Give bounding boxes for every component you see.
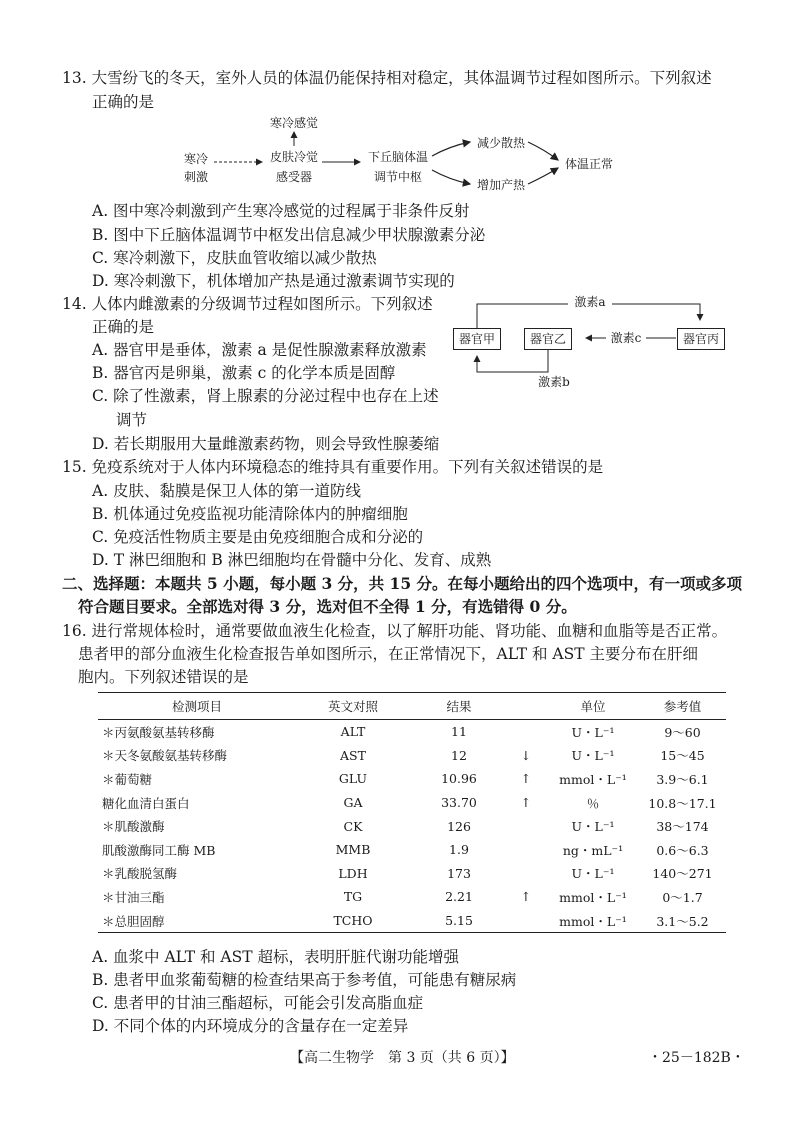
q14-option-c: C. 除了性激素，肾上腺素的分泌过程中也存在上述 [92, 387, 439, 405]
cell-reference: 0～1.7 [662, 889, 703, 905]
cell-flag: ↓ [520, 747, 532, 763]
cell-result: 126 [447, 818, 471, 834]
cold-feeling-label: 寒冷感觉 [269, 116, 318, 130]
cell-unit: U・L⁻¹ [571, 748, 615, 764]
cell-reference: 15～45 [660, 748, 705, 764]
cell-item: 肌酸激酶同工酶 MB [102, 842, 216, 858]
cell-reference: 10.8～17.1 [648, 795, 717, 811]
cell-result: 11 [451, 724, 467, 740]
q16-option-b: B. 患者甲血浆葡萄糖的检查结果高于参考值，可能患有糖尿病 [92, 971, 517, 989]
reduce-heat-loss-label: 减少散热 [476, 136, 525, 150]
q16-option-d: D. 不同个体的内环境成分的含量存在一定差异 [92, 1017, 409, 1035]
cell-flag [505, 720, 547, 744]
hormone-c-label: 激素c [606, 331, 646, 346]
cell-english: AST [340, 747, 366, 763]
cell-english: TCHO [293, 909, 413, 933]
cell-result: 12 [451, 747, 467, 763]
cell-unit: mmol・L⁻¹ [559, 889, 627, 905]
cell-flag: ↑ [520, 889, 532, 905]
q14-diagram-arrows [0, 0, 794, 420]
cell-english: TG [343, 889, 363, 905]
table-row [98, 862, 726, 886]
cell-result: 1.9 [449, 842, 469, 858]
table-header-row [98, 693, 726, 720]
cell-flag [505, 909, 547, 933]
cell-flag [505, 838, 547, 862]
footer-code: ・25－182B・ [648, 1050, 745, 1066]
q14-option-a: A. 器官甲是垂体，激素 a 是促性腺激素释放激素 [92, 341, 427, 359]
cell-result: 2.21 [445, 889, 473, 905]
cell-reference: 140～271 [652, 866, 713, 882]
table-row [98, 885, 726, 909]
cell-item: ＊甘油三酯 [102, 889, 165, 905]
hormone-a-label: 激素a [568, 295, 612, 310]
cell-unit: U・L⁻¹ [571, 724, 615, 740]
cell-unit: ng・mL⁻¹ [562, 842, 624, 858]
cell-flag [505, 814, 547, 838]
cell-english: GA [343, 795, 363, 811]
q15-option-b: B. 机体通过免疫监视功能清除体内的肿瘤细胞 [92, 505, 408, 523]
q14-option-c-cont: 调节 [116, 411, 148, 429]
cell-item: ＊天冬氨酸氨基转移酶 [102, 748, 228, 764]
q13-option-a: A. 图中寒冷刺激到产生寒冷感觉的过程属于非条件反射 [92, 202, 470, 220]
center-label-2: 调节中枢 [373, 170, 422, 184]
normal-temp-label: 体温正常 [564, 157, 613, 171]
col-header-item: 检测项目 [98, 693, 293, 720]
center-label-1: 下丘脑体温 [367, 150, 428, 164]
table-row [98, 791, 726, 815]
q16-option-c: C. 患者甲的甘油三酯超标，可能会引发高脂血症 [92, 994, 424, 1012]
q16-option-a: A. 血浆中 ALT 和 AST 超标，表明肝脏代谢功能增强 [92, 948, 459, 966]
q15-option-a: A. 皮肤、黏膜是保卫人体的第一道防线 [92, 482, 362, 500]
cell-result: 173 [447, 865, 471, 881]
q13-option-d: D. 寒冷刺激下，机体增加产热是通过激素调节实现的 [92, 272, 455, 290]
organ-a-box: 器官甲 [453, 328, 501, 350]
cell-unit: U・L⁻¹ [571, 866, 615, 882]
cell-reference: 3.1～5.2 [639, 909, 726, 933]
organ-b-box: 器官乙 [524, 328, 572, 350]
q14-option-b: B. 器官丙是卵巢，激素 c 的化学本质是固醇 [92, 364, 396, 382]
cold-stim-label-2: 刺激 [183, 170, 208, 184]
q13-option-b: B. 图中下丘脑体温调节中枢发出信息减少甲状腺激素分泌 [92, 226, 486, 244]
increase-heat-label: 增加产热 [476, 178, 525, 192]
section2-heading-line2: 符合题目要求。全部选对得 3 分，选对但不全得 1 分，有选错得 0 分。 [78, 597, 577, 616]
cell-english: CK [343, 818, 363, 834]
col-header-result: 结果 [413, 693, 505, 720]
cell-english: ALT [340, 724, 366, 740]
table-row [98, 720, 726, 744]
cell-result: 33.70 [441, 795, 477, 811]
table-row [98, 838, 726, 862]
receptor-label-1: 皮肤冷觉 [269, 150, 318, 164]
q14-stem-line1: 14. 人体内雌激素的分级调节过程如图所示。下列叙述 [62, 295, 433, 313]
cell-unit: mmol・L⁻¹ [547, 909, 639, 933]
section2-heading-line1: 二、选择题：本题共 5 小题，每小题 3 分，共 15 分。在每小题给出的四个选项中，有一项或多项 [62, 574, 743, 593]
q13-stem-line1: 13. 大雪纷飞的冬天，室外人员的体温仍能保持相对稳定，其体温调节过程如图所示。下列叙述 [62, 69, 712, 87]
q15-option-d: D. T 淋巴细胞和 B 淋巴细胞均在骨髓中分化、发育、成熟 [92, 551, 492, 569]
q15-stem: 15. 免疫系统对于人体内环境稳态的维持具有重要作用。下列有关叙述错误的是 [62, 458, 604, 476]
cell-flag: ↑ [520, 771, 532, 787]
cell-flag: ↑ [520, 795, 532, 811]
cell-item: ＊丙氨酸氨基转移酶 [102, 724, 215, 740]
q15-option-c: C. 免疫活性物质主要是由免疫细胞合成和分泌的 [92, 528, 424, 546]
q16-stem-line2: 患者甲的部分血液生化检查报告单如图所示，在正常情况下，ALT 和 AST 主要分布在肝细 [78, 645, 698, 663]
cell-reference: 9～60 [664, 724, 701, 740]
cell-result: 10.96 [441, 771, 477, 787]
q14-stem-line2: 正确的是 [92, 318, 155, 336]
cell-unit: ％ [586, 795, 600, 811]
table-row [98, 909, 726, 933]
cell-reference: 0.6～6.3 [656, 842, 709, 858]
col-header-english: 英文对照 [293, 693, 413, 720]
q13-option-c: C. 寒冷刺激下，皮肤血管收缩以减少散热 [92, 249, 377, 267]
cell-unit: U・L⁻¹ [571, 819, 615, 835]
cell-english: MMB [335, 842, 371, 858]
cell-result: 5.15 [413, 909, 505, 933]
hormone-b-label: 激素b [538, 375, 570, 389]
cell-item: ＊乳酸脱氢酶 [102, 866, 178, 882]
cell-reference: 38～174 [656, 819, 709, 835]
footer-page-label: 【高二生物学 第 3 页（共 6 页）】 [290, 1050, 515, 1066]
q13-stem-line2: 正确的是 [92, 93, 155, 111]
cell-english: LDH [338, 865, 368, 881]
col-header-flag [505, 693, 547, 720]
table-row [98, 744, 726, 768]
cell-item: ＊葡萄糖 [102, 771, 153, 787]
organ-c-box: 器官丙 [677, 328, 725, 350]
col-header-reference: 参考值 [639, 693, 726, 720]
col-header-unit: 单位 [547, 693, 639, 720]
receptor-label-2: 感受器 [275, 170, 312, 184]
cell-item: ＊总胆固醇 [98, 909, 293, 933]
lab-report-table [98, 692, 726, 933]
cell-reference: 3.9～6.1 [656, 771, 709, 787]
cell-unit: mmol・L⁻¹ [559, 771, 627, 787]
cell-item: ＊肌酸激酶 [102, 819, 165, 835]
table-row [98, 767, 726, 791]
cell-item: 糖化血清白蛋白 [102, 795, 190, 811]
q16-stem-line1: 16. 进行常规体检时，通常要做血液生化检查，以了解肝功能、肾功能、血糖和血脂等是否正常。 [62, 622, 728, 640]
q14-option-d: D. 若长期服用大量雌激素药物，则会导致性腺萎缩 [92, 435, 440, 453]
cell-english: GLU [338, 771, 368, 787]
cold-stim-label-1: 寒冷 [183, 152, 208, 166]
cell-flag [505, 862, 547, 886]
q16-stem-line3: 胞内。下列叙述错误的是 [78, 668, 249, 686]
table-row [98, 814, 726, 838]
